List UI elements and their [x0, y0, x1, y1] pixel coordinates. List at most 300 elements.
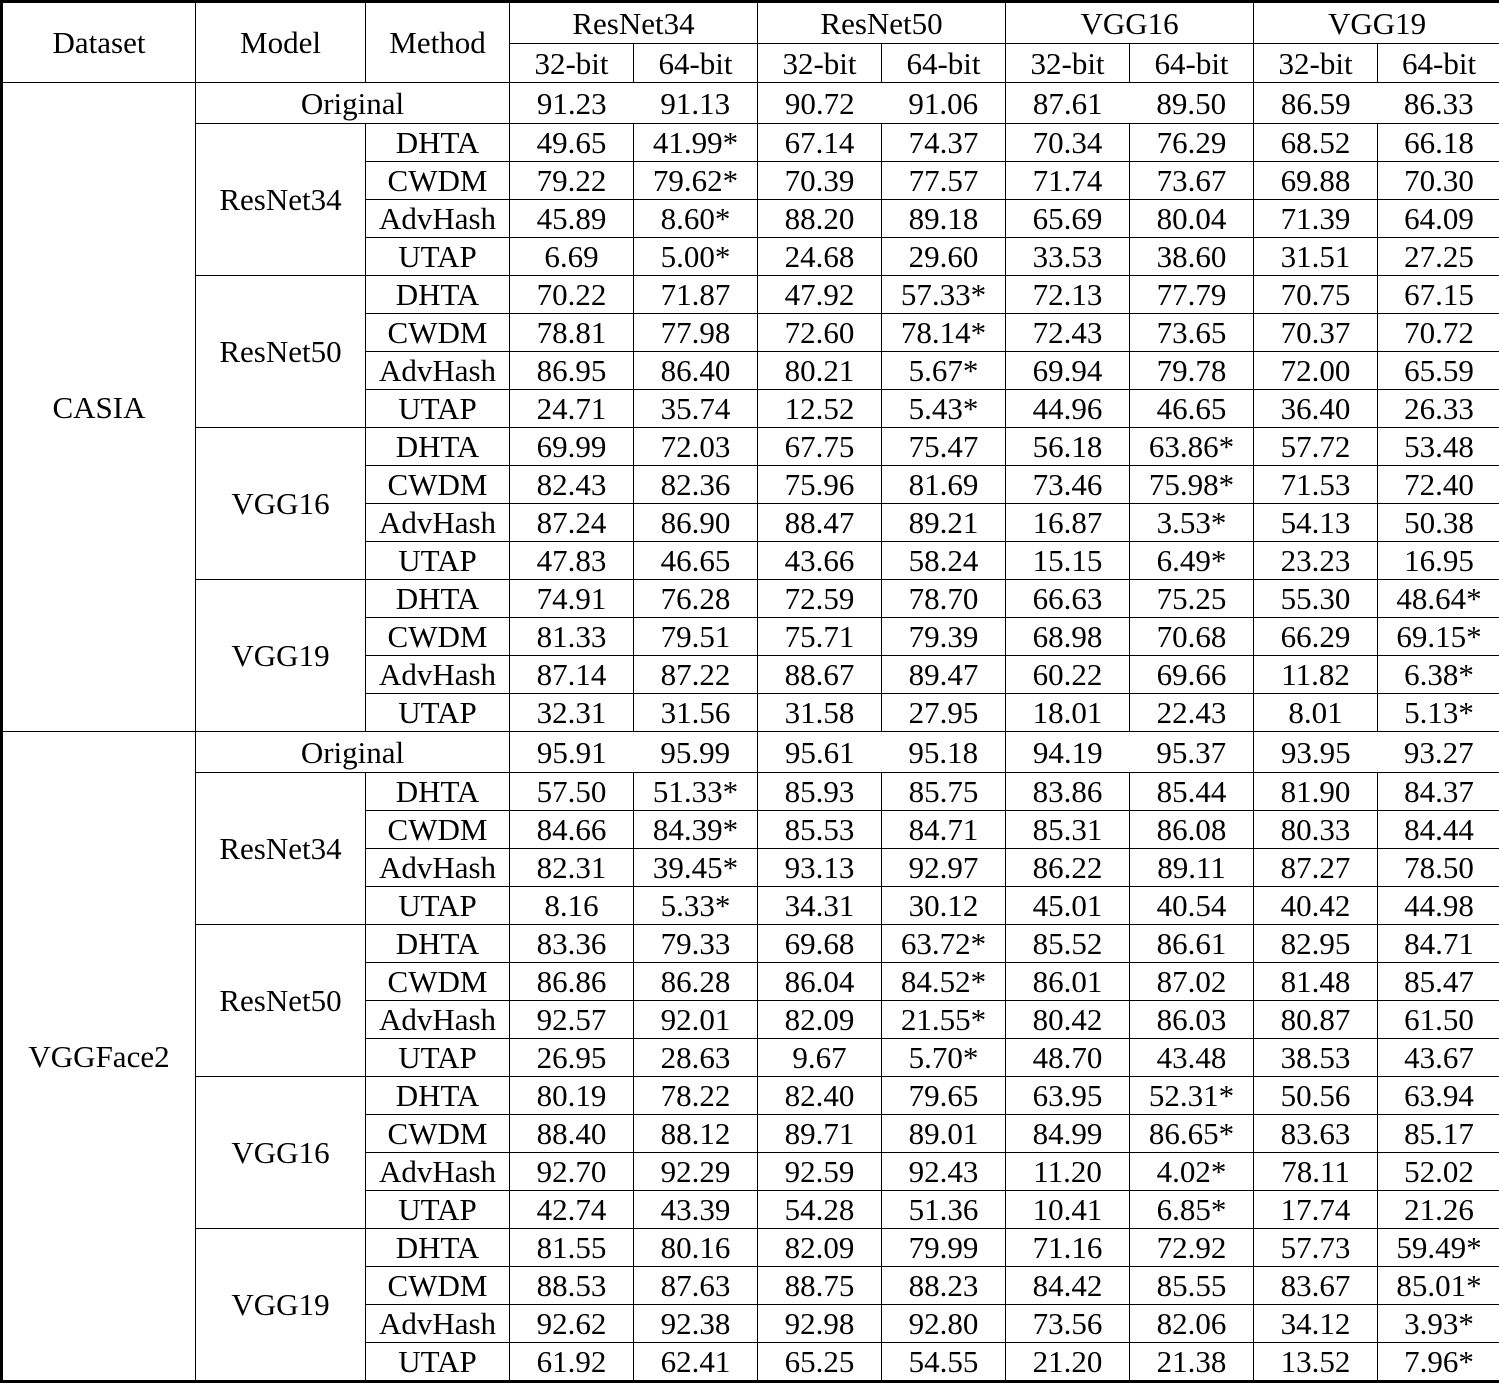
cell-value: 88.67 [758, 656, 882, 694]
cell-value: 70.75 [1254, 276, 1378, 314]
cell-value: 64.09 [1378, 200, 1499, 238]
cell-value: 85.44 [1130, 773, 1254, 811]
cell-value: 80.87 [1254, 1001, 1378, 1039]
cell-original-value: 93.27 [1378, 732, 1499, 773]
cell-value: 67.14 [758, 124, 882, 162]
cell-value: 69.88 [1254, 162, 1378, 200]
method-cell-advhash: AdvHash [366, 200, 510, 238]
method-cell-cwdm: CWDM [366, 314, 510, 352]
column-header-resnet34-32-bit: 32-bit [510, 44, 634, 83]
cell-value: 16.95 [1378, 542, 1499, 580]
cell-value: 86.40 [634, 352, 758, 390]
cell-value: 10.41 [1006, 1191, 1130, 1229]
cell-value: 44.96 [1006, 390, 1130, 428]
cell-value: 77.79 [1130, 276, 1254, 314]
cell-value: 72.92 [1130, 1229, 1254, 1267]
cell-value: 21.38 [1130, 1343, 1254, 1382]
cell-value: 54.55 [882, 1343, 1006, 1382]
cell-value: 5.67* [882, 352, 1006, 390]
cell-value: 63.72* [882, 925, 1006, 963]
cell-value: 78.14* [882, 314, 1006, 352]
cell-value: 61.92 [510, 1343, 634, 1382]
cell-value: 43.39 [634, 1191, 758, 1229]
cell-value: 82.06 [1130, 1305, 1254, 1343]
cell-value: 16.87 [1006, 504, 1130, 542]
cell-value: 89.71 [758, 1115, 882, 1153]
cell-value: 83.36 [510, 925, 634, 963]
cell-original-value: 86.59 [1254, 83, 1378, 124]
cell-value: 5.70* [882, 1039, 1006, 1077]
cell-value: 92.43 [882, 1153, 1006, 1191]
cell-value: 38.53 [1254, 1039, 1378, 1077]
model-cell-vgg16: VGG16 [196, 1077, 366, 1229]
cell-value: 92.38 [634, 1305, 758, 1343]
cell-value: 70.72 [1378, 314, 1499, 352]
model-cell-resnet34: ResNet34 [196, 773, 366, 925]
method-cell-utap: UTAP [366, 887, 510, 925]
model-cell-vgg19: VGG19 [196, 1229, 366, 1382]
cell-value: 81.33 [510, 618, 634, 656]
cell-value: 4.02* [1130, 1153, 1254, 1191]
cell-value: 48.64* [1378, 580, 1499, 618]
cell-value: 88.40 [510, 1115, 634, 1153]
cell-value: 63.94 [1378, 1077, 1499, 1115]
method-cell-cwdm: CWDM [366, 811, 510, 849]
cell-value: 79.99 [882, 1229, 1006, 1267]
header-row-groups [2, 2, 1499, 44]
cell-value: 33.53 [1006, 238, 1130, 276]
cell-value: 82.36 [634, 466, 758, 504]
dataset-cell-casia: CASIA [2, 83, 196, 732]
cell-value: 45.89 [510, 200, 634, 238]
cell-value: 87.27 [1254, 849, 1378, 887]
cell-value: 29.60 [882, 238, 1006, 276]
cell-value: 27.95 [882, 694, 1006, 732]
cell-value: 68.98 [1006, 618, 1130, 656]
method-cell-dhta: DHTA [366, 580, 510, 618]
cell-value: 62.41 [634, 1343, 758, 1382]
cell-value: 82.40 [758, 1077, 882, 1115]
cell-value: 85.93 [758, 773, 882, 811]
cell-value: 85.75 [882, 773, 1006, 811]
cell-value: 89.21 [882, 504, 1006, 542]
cell-original-value: 95.61 [758, 732, 882, 773]
cell-value: 21.26 [1378, 1191, 1499, 1229]
cell-value: 86.01 [1006, 963, 1130, 1001]
method-cell-cwdm: CWDM [366, 162, 510, 200]
cell-value: 40.42 [1254, 887, 1378, 925]
cell-value: 81.90 [1254, 773, 1378, 811]
cell-value: 54.28 [758, 1191, 882, 1229]
cell-value: 84.52* [882, 963, 1006, 1001]
cell-value: 54.13 [1254, 504, 1378, 542]
cell-value: 81.55 [510, 1229, 634, 1267]
cell-value: 80.19 [510, 1077, 634, 1115]
cell-value: 72.03 [634, 428, 758, 466]
cell-value: 6.38* [1378, 656, 1499, 694]
cell-value: 92.97 [882, 849, 1006, 887]
cell-value: 86.61 [1130, 925, 1254, 963]
column-group-header-vgg16: VGG16 [1006, 2, 1254, 44]
method-cell-advhash: AdvHash [366, 1153, 510, 1191]
cell-value: 73.65 [1130, 314, 1254, 352]
cell-value: 75.47 [882, 428, 1006, 466]
cell-value: 84.71 [1378, 925, 1499, 963]
cell-value: 87.22 [634, 656, 758, 694]
cell-value: 52.02 [1378, 1153, 1499, 1191]
cell-value: 47.92 [758, 276, 882, 314]
cell-value: 44.98 [1378, 887, 1499, 925]
cell-original-value: 93.95 [1254, 732, 1378, 773]
cell-value: 59.49* [1378, 1229, 1499, 1267]
cell-original-value: 91.13 [634, 83, 758, 124]
cell-value: 84.39* [634, 811, 758, 849]
cell-value: 26.95 [510, 1039, 634, 1077]
cell-value: 83.67 [1254, 1267, 1378, 1305]
cell-value: 85.31 [1006, 811, 1130, 849]
cell-original-value: 95.91 [510, 732, 634, 773]
cell-value: 9.67 [758, 1039, 882, 1077]
cell-value: 52.31* [1130, 1077, 1254, 1115]
cell-value: 8.01 [1254, 694, 1378, 732]
cell-value: 69.66 [1130, 656, 1254, 694]
cell-value: 76.29 [1130, 124, 1254, 162]
cell-value: 71.74 [1006, 162, 1130, 200]
cell-value: 84.44 [1378, 811, 1499, 849]
cell-value: 85.47 [1378, 963, 1499, 1001]
table-row-original [2, 732, 1499, 773]
cell-value: 80.04 [1130, 200, 1254, 238]
cell-value: 85.01* [1378, 1267, 1499, 1305]
column-header-resnet50-64-bit: 64-bit [882, 44, 1006, 83]
cell-value: 70.39 [758, 162, 882, 200]
cell-value: 66.63 [1006, 580, 1130, 618]
cell-value: 86.03 [1130, 1001, 1254, 1039]
cell-value: 70.37 [1254, 314, 1378, 352]
cell-value: 57.72 [1254, 428, 1378, 466]
cell-value: 3.53* [1130, 504, 1254, 542]
cell-value: 51.36 [882, 1191, 1006, 1229]
column-header-method: Method [366, 2, 510, 83]
cell-value: 87.02 [1130, 963, 1254, 1001]
cell-value: 79.22 [510, 162, 634, 200]
table-row [2, 1229, 1499, 1267]
cell-value: 3.93* [1378, 1305, 1499, 1343]
cell-value: 67.75 [758, 428, 882, 466]
cell-value: 41.99* [634, 124, 758, 162]
cell-value: 78.70 [882, 580, 1006, 618]
method-cell-advhash: AdvHash [366, 1001, 510, 1039]
cell-value: 31.58 [758, 694, 882, 732]
cell-value: 46.65 [1130, 390, 1254, 428]
cell-value: 75.96 [758, 466, 882, 504]
cell-value: 87.14 [510, 656, 634, 694]
method-cell-advhash: AdvHash [366, 352, 510, 390]
cell-value: 69.15* [1378, 618, 1499, 656]
cell-value: 86.95 [510, 352, 634, 390]
cell-value: 5.00* [634, 238, 758, 276]
cell-value: 65.25 [758, 1343, 882, 1382]
cell-value: 88.47 [758, 504, 882, 542]
method-cell-dhta: DHTA [366, 925, 510, 963]
cell-value: 92.59 [758, 1153, 882, 1191]
table-row [2, 580, 1499, 618]
cell-value: 81.69 [882, 466, 1006, 504]
method-cell-utap: UTAP [366, 542, 510, 580]
cell-value: 89.01 [882, 1115, 1006, 1153]
cell-value: 8.16 [510, 887, 634, 925]
method-cell-dhta: DHTA [366, 773, 510, 811]
cell-value: 70.68 [1130, 618, 1254, 656]
cell-value: 84.66 [510, 811, 634, 849]
cell-value: 80.21 [758, 352, 882, 390]
cell-value: 85.53 [758, 811, 882, 849]
method-cell-cwdm: CWDM [366, 1115, 510, 1153]
cell-value: 78.22 [634, 1077, 758, 1115]
cell-value: 89.18 [882, 200, 1006, 238]
cell-value: 80.42 [1006, 1001, 1130, 1039]
cell-value: 57.73 [1254, 1229, 1378, 1267]
cell-value: 5.43* [882, 390, 1006, 428]
cell-value: 11.20 [1006, 1153, 1130, 1191]
cell-value: 46.65 [634, 542, 758, 580]
cell-value: 77.57 [882, 162, 1006, 200]
column-header-vgg16-32-bit: 32-bit [1006, 44, 1130, 83]
cell-value: 69.94 [1006, 352, 1130, 390]
method-cell-cwdm: CWDM [366, 963, 510, 1001]
column-header-vgg19-32-bit: 32-bit [1254, 44, 1378, 83]
model-cell-resnet34: ResNet34 [196, 124, 366, 276]
cell-value: 83.86 [1006, 773, 1130, 811]
method-cell-dhta: DHTA [366, 1077, 510, 1115]
table-row-original [2, 83, 1499, 124]
cell-value: 72.00 [1254, 352, 1378, 390]
cell-value: 82.43 [510, 466, 634, 504]
cell-value: 56.18 [1006, 428, 1130, 466]
cell-value: 82.09 [758, 1229, 882, 1267]
cell-value: 79.78 [1130, 352, 1254, 390]
cell-value: 88.75 [758, 1267, 882, 1305]
cell-value: 45.01 [1006, 887, 1130, 925]
cell-value: 83.63 [1254, 1115, 1378, 1153]
cell-value: 80.16 [634, 1229, 758, 1267]
cell-value: 79.51 [634, 618, 758, 656]
cell-value: 82.09 [758, 1001, 882, 1039]
cell-value: 81.48 [1254, 963, 1378, 1001]
cell-value: 79.39 [882, 618, 1006, 656]
cell-original-value: 94.19 [1006, 732, 1130, 773]
cell-value: 35.74 [634, 390, 758, 428]
column-header-dataset: Dataset [2, 2, 196, 83]
cell-value: 86.04 [758, 963, 882, 1001]
cell-value: 12.52 [758, 390, 882, 428]
cell-value: 84.37 [1378, 773, 1499, 811]
method-cell-utap: UTAP [366, 238, 510, 276]
cell-value: 93.13 [758, 849, 882, 887]
cell-value: 84.99 [1006, 1115, 1130, 1153]
table-row [2, 773, 1499, 811]
cell-original-value: 91.23 [510, 83, 634, 124]
cell-value: 50.56 [1254, 1077, 1378, 1115]
cell-value: 71.53 [1254, 466, 1378, 504]
cell-value: 70.22 [510, 276, 634, 314]
cell-value: 5.33* [634, 887, 758, 925]
cell-value: 75.71 [758, 618, 882, 656]
cell-value: 24.71 [510, 390, 634, 428]
cell-value: 57.33* [882, 276, 1006, 314]
column-header-resnet34-64-bit: 64-bit [634, 44, 758, 83]
cell-value: 61.50 [1378, 1001, 1499, 1039]
cell-value: 92.80 [882, 1305, 1006, 1343]
table-row [2, 124, 1499, 162]
cell-value: 86.22 [1006, 849, 1130, 887]
original-row-label: Original [196, 83, 510, 124]
cell-value: 71.16 [1006, 1229, 1130, 1267]
cell-value: 86.90 [634, 504, 758, 542]
cell-value: 78.11 [1254, 1153, 1378, 1191]
cell-value: 92.62 [510, 1305, 634, 1343]
cell-value: 88.23 [882, 1267, 1006, 1305]
cell-value: 31.56 [634, 694, 758, 732]
cell-value: 75.25 [1130, 580, 1254, 618]
cell-value: 21.55* [882, 1001, 1006, 1039]
cell-value: 73.46 [1006, 466, 1130, 504]
method-cell-cwdm: CWDM [366, 1267, 510, 1305]
cell-value: 87.63 [634, 1267, 758, 1305]
cell-value: 55.30 [1254, 580, 1378, 618]
cell-value: 70.34 [1006, 124, 1130, 162]
cell-value: 17.74 [1254, 1191, 1378, 1229]
cell-original-value: 95.99 [634, 732, 758, 773]
cell-value: 82.31 [510, 849, 634, 887]
cell-value: 27.25 [1378, 238, 1499, 276]
cell-value: 86.65* [1130, 1115, 1254, 1153]
cell-original-value: 87.61 [1006, 83, 1130, 124]
cell-value: 63.95 [1006, 1077, 1130, 1115]
cell-value: 86.08 [1130, 811, 1254, 849]
cell-value: 36.40 [1254, 390, 1378, 428]
cell-value: 53.48 [1378, 428, 1499, 466]
cell-value: 57.50 [510, 773, 634, 811]
cell-value: 39.45* [634, 849, 758, 887]
table-row [2, 276, 1499, 314]
cell-value: 89.47 [882, 656, 1006, 694]
cell-value: 92.29 [634, 1153, 758, 1191]
cell-value: 18.01 [1006, 694, 1130, 732]
cell-value: 48.70 [1006, 1039, 1130, 1077]
method-cell-utap: UTAP [366, 1343, 510, 1382]
cell-value: 68.52 [1254, 124, 1378, 162]
method-cell-utap: UTAP [366, 1039, 510, 1077]
cell-value: 23.23 [1254, 542, 1378, 580]
cell-value: 75.98* [1130, 466, 1254, 504]
cell-value: 72.60 [758, 314, 882, 352]
cell-value: 85.55 [1130, 1267, 1254, 1305]
cell-value: 49.65 [510, 124, 634, 162]
method-cell-utap: UTAP [366, 694, 510, 732]
model-cell-vgg16: VGG16 [196, 428, 366, 580]
cell-value: 15.15 [1006, 542, 1130, 580]
cell-value: 70.30 [1378, 162, 1499, 200]
original-row-label: Original [196, 732, 510, 773]
cell-value: 73.56 [1006, 1305, 1130, 1343]
cell-value: 71.87 [634, 276, 758, 314]
cell-value: 43.48 [1130, 1039, 1254, 1077]
dataset-cell-vggface2: VGGFace2 [2, 732, 196, 1382]
model-cell-resnet50: ResNet50 [196, 276, 366, 428]
cell-original-value: 86.33 [1378, 83, 1499, 124]
cell-value: 34.12 [1254, 1305, 1378, 1343]
column-group-header-vgg19: VGG19 [1254, 2, 1499, 44]
cell-value: 30.12 [882, 887, 1006, 925]
table-row [2, 428, 1499, 466]
column-header-resnet50-32-bit: 32-bit [758, 44, 882, 83]
cell-value: 66.29 [1254, 618, 1378, 656]
cell-value: 58.24 [882, 542, 1006, 580]
method-cell-cwdm: CWDM [366, 618, 510, 656]
cell-value: 5.13* [1378, 694, 1499, 732]
cell-value: 43.67 [1378, 1039, 1499, 1077]
cell-value: 40.54 [1130, 887, 1254, 925]
model-cell-resnet50: ResNet50 [196, 925, 366, 1077]
cell-value: 86.86 [510, 963, 634, 1001]
cell-value: 13.52 [1254, 1343, 1378, 1382]
cell-value: 47.83 [510, 542, 634, 580]
cell-value: 92.57 [510, 1001, 634, 1039]
cell-value: 79.33 [634, 925, 758, 963]
cell-value: 6.85* [1130, 1191, 1254, 1229]
method-cell-dhta: DHTA [366, 1229, 510, 1267]
cell-value: 92.70 [510, 1153, 634, 1191]
cell-value: 63.86* [1130, 428, 1254, 466]
cell-value: 88.12 [634, 1115, 758, 1153]
cell-value: 42.74 [510, 1191, 634, 1229]
cell-value: 11.82 [1254, 656, 1378, 694]
column-header-vgg16-64-bit: 64-bit [1130, 44, 1254, 83]
cell-value: 22.43 [1130, 694, 1254, 732]
cell-value: 60.22 [1006, 656, 1130, 694]
cell-value: 88.20 [758, 200, 882, 238]
cell-value: 72.43 [1006, 314, 1130, 352]
column-header-model: Model [196, 2, 366, 83]
cell-value: 66.18 [1378, 124, 1499, 162]
cell-value: 89.11 [1130, 849, 1254, 887]
cell-value: 73.67 [1130, 162, 1254, 200]
cell-value: 71.39 [1254, 200, 1378, 238]
cell-value: 79.62* [634, 162, 758, 200]
cell-value: 88.53 [510, 1267, 634, 1305]
table-header [2, 2, 1499, 83]
cell-value: 6.69 [510, 238, 634, 276]
cell-value: 65.59 [1378, 352, 1499, 390]
cell-value: 86.28 [634, 963, 758, 1001]
cell-value: 24.68 [758, 238, 882, 276]
method-cell-utap: UTAP [366, 390, 510, 428]
method-cell-advhash: AdvHash [366, 1305, 510, 1343]
column-header-vgg19-64-bit: 64-bit [1378, 44, 1499, 83]
cell-value: 67.15 [1378, 276, 1499, 314]
cell-value: 78.81 [510, 314, 634, 352]
cell-value: 92.98 [758, 1305, 882, 1343]
method-cell-advhash: AdvHash [366, 504, 510, 542]
method-cell-dhta: DHTA [366, 276, 510, 314]
cell-original-value: 95.18 [882, 732, 1006, 773]
method-cell-dhta: DHTA [366, 124, 510, 162]
cell-value: 65.69 [1006, 200, 1130, 238]
method-cell-utap: UTAP [366, 1191, 510, 1229]
cell-value: 84.42 [1006, 1267, 1130, 1305]
cell-value: 74.37 [882, 124, 1006, 162]
